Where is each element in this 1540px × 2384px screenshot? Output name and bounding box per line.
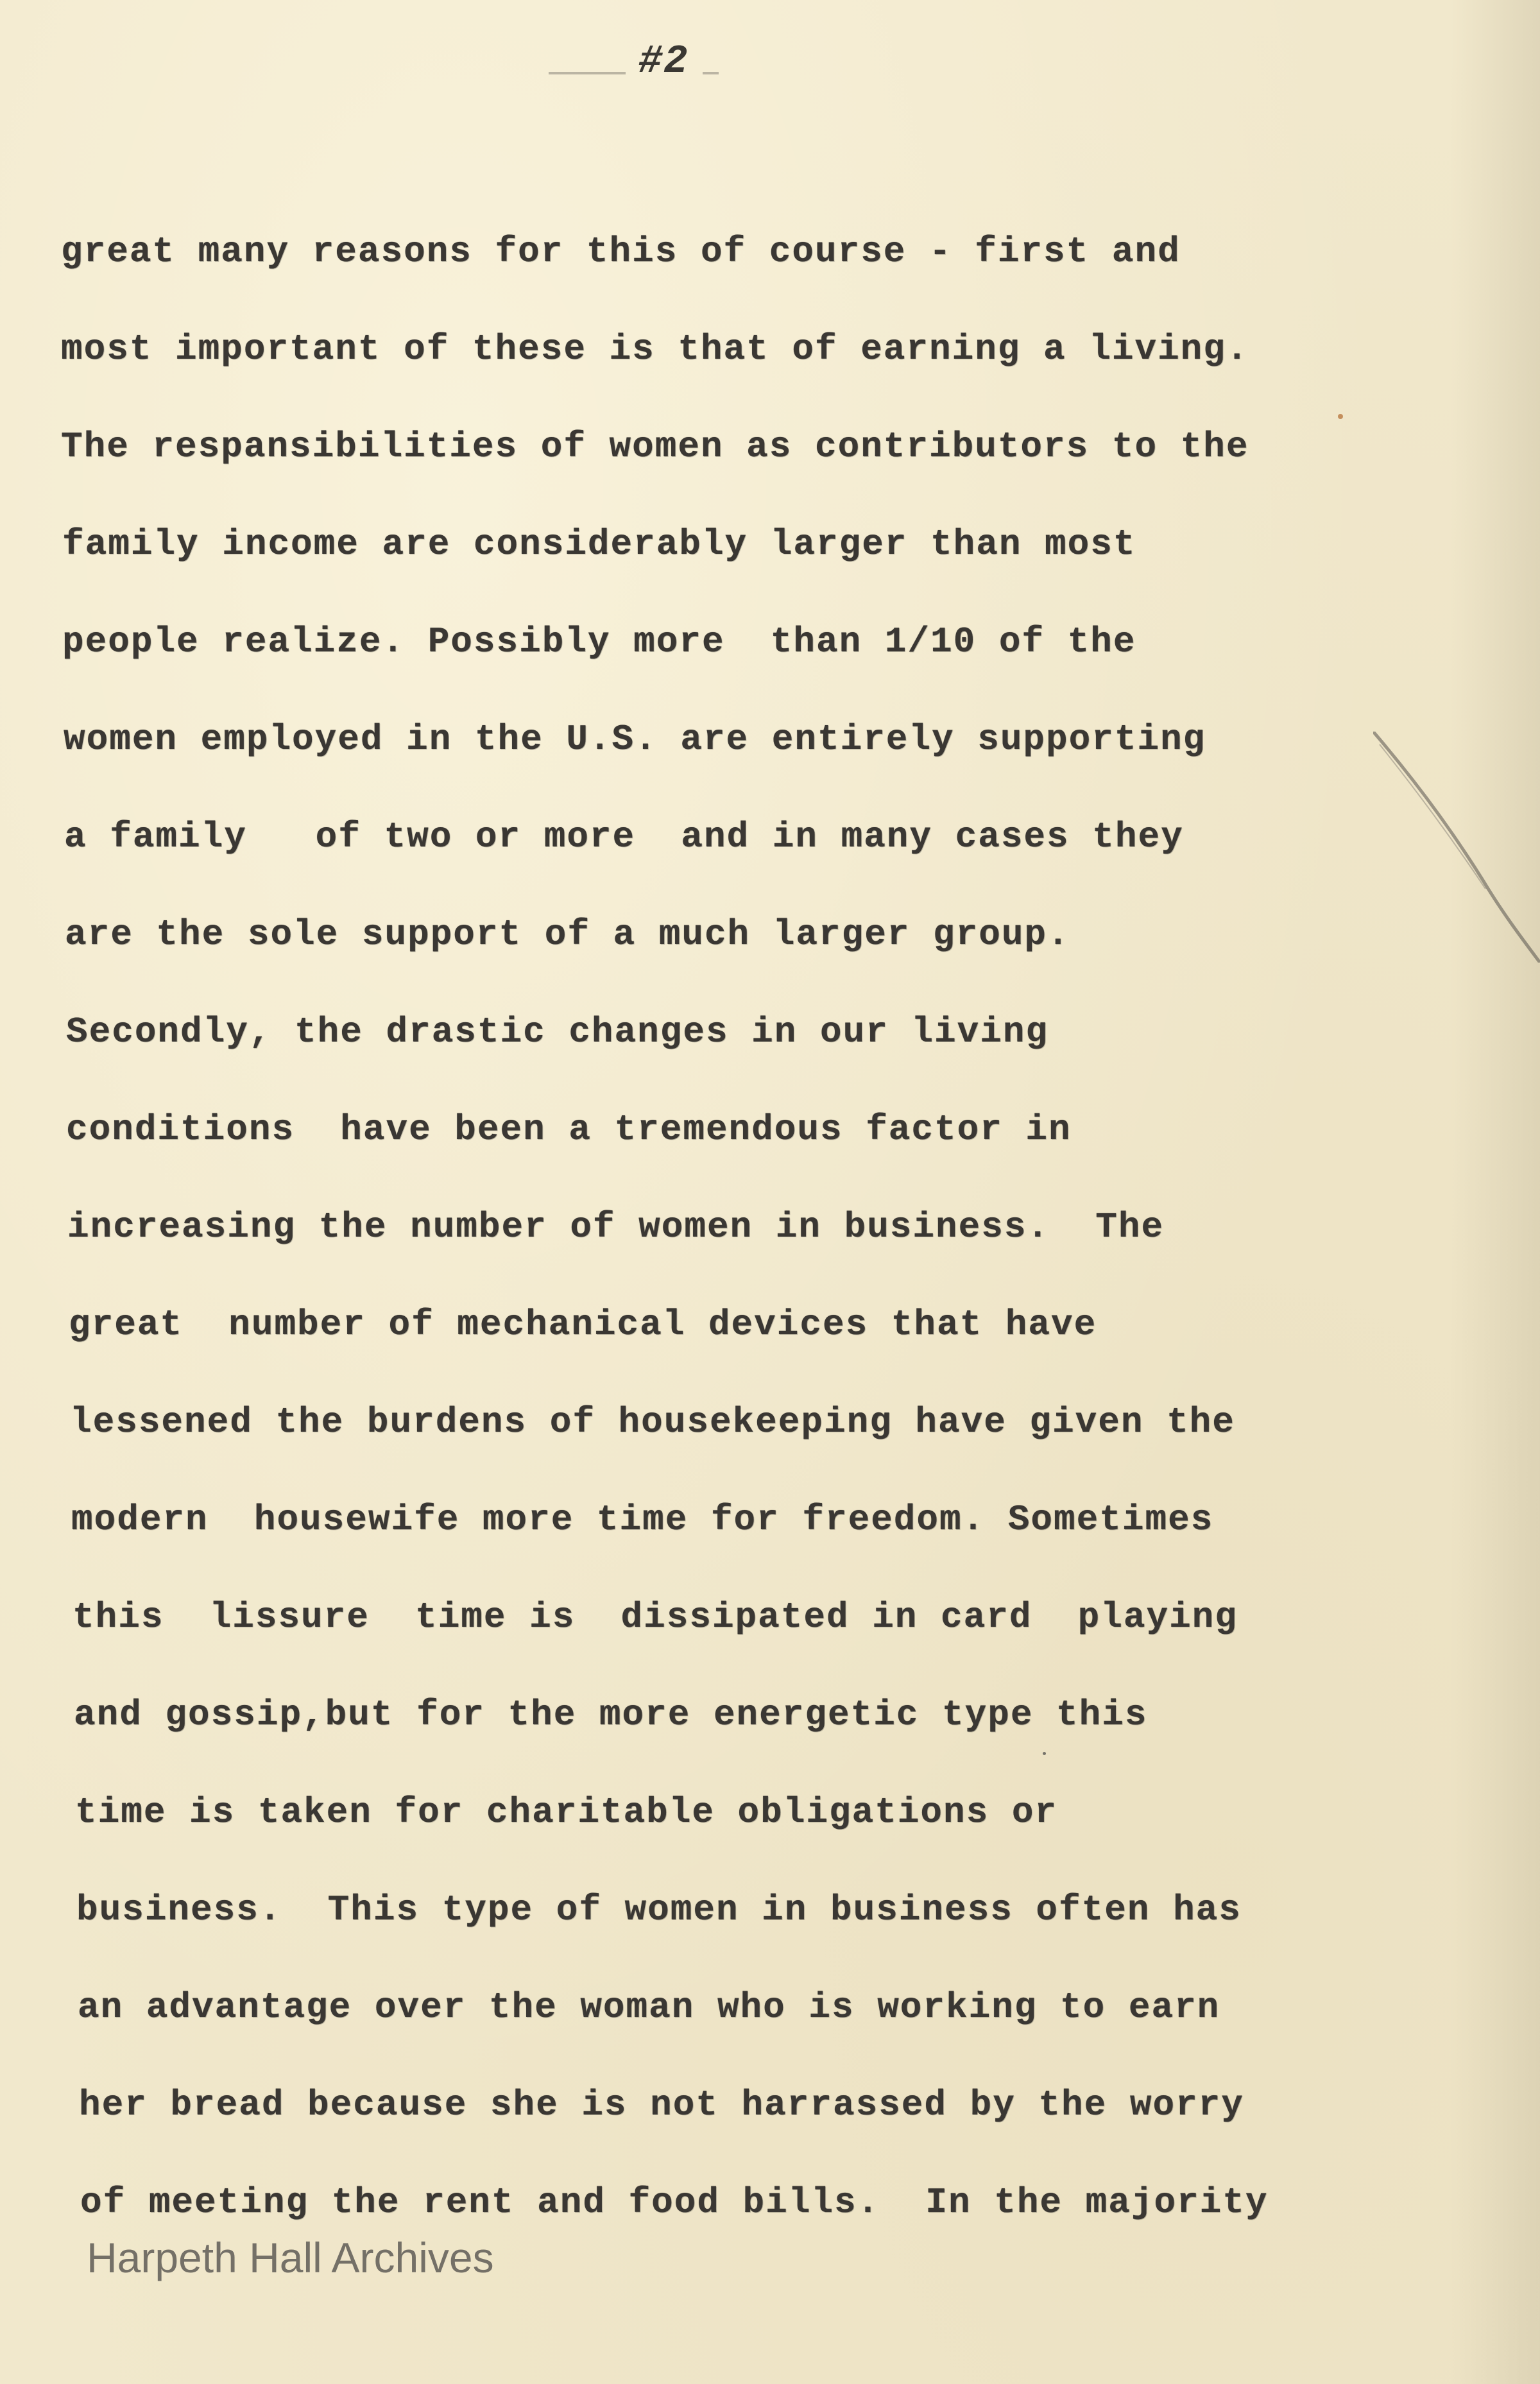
text-line: and gossip,but for the more energetic type this xyxy=(74,1694,1148,1735)
text-line: business. This type of women in business often has xyxy=(76,1889,1242,1930)
text-line: conditions have been a tremendous factor in xyxy=(66,1109,1072,1150)
text-line: people realize. Possibly more than 1/10 of the xyxy=(62,621,1136,662)
paper-speck xyxy=(1338,414,1343,419)
text-line: of meeting the rent and food bills. In the majority xyxy=(80,2182,1269,2223)
text-line: women employed in the U.S. are entirely supporting xyxy=(64,719,1206,760)
text-line: lessened the burdens of housekeeping have given the xyxy=(70,1402,1235,1443)
text-line: modern housewife more time for freedom. Sometimes xyxy=(71,1499,1214,1540)
text-line: most important of these is that of earning a living. xyxy=(61,329,1249,370)
page-edge-shadow xyxy=(1450,0,1540,2384)
archive-watermark: Harpeth Hall Archives xyxy=(87,2234,494,2281)
text-line: this lissure time is dissipated in card playing xyxy=(73,1597,1238,1638)
paper-speck xyxy=(1043,1752,1046,1755)
page-number-dash-left xyxy=(549,72,626,74)
text-line: great many reasons for this of course - first and xyxy=(61,231,1181,272)
page-number: #2 xyxy=(638,39,689,84)
text-line: are the sole support of a much larger group. xyxy=(65,914,1070,955)
text-line: The respansibilities of women as contributors to the xyxy=(61,426,1249,467)
page-number-dash-right xyxy=(703,72,719,74)
text-line: family income are considerably larger than most xyxy=(62,524,1136,565)
text-line: Secondly, the drastic changes in our living xyxy=(66,1011,1049,1052)
text-line: increasing the number of women in business. The xyxy=(67,1206,1165,1248)
text-line: time is taken for charitable obligations or xyxy=(75,1792,1058,1833)
text-line: great number of mechanical devices that have xyxy=(69,1304,1097,1345)
text-line: an advantage over the woman who is working to earn xyxy=(78,1987,1220,2028)
text-line: a family of two or more and in many cases they xyxy=(64,816,1184,857)
fold-crease-mark xyxy=(1373,732,1540,963)
text-line: her bread because she is not harrassed by the worry xyxy=(79,2084,1244,2125)
